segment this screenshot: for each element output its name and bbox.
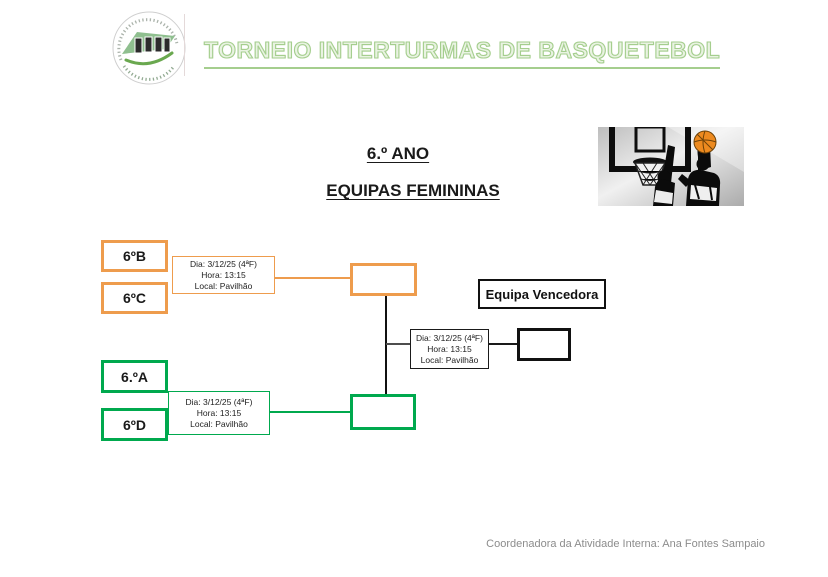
tournament-title: TORNEIO INTERTURMAS DE BASQUETEBOL bbox=[204, 37, 720, 69]
winner-label: Equipa Vencedora bbox=[485, 286, 599, 302]
match-time: Hora: 13:15 bbox=[201, 269, 246, 280]
match-date: Dia: 3/12/25 (4ªF) bbox=[185, 396, 253, 407]
category-heading: EQUIPAS FEMININAS bbox=[326, 181, 500, 200]
connector-line-bottom bbox=[270, 411, 350, 413]
year-heading: 6.º ANO bbox=[366, 144, 430, 163]
semifinal-bottom-winner-slot bbox=[350, 394, 416, 430]
match-info-final bbox=[410, 329, 489, 369]
match-date: Dia: 3/12/25 (4ªF) bbox=[190, 258, 257, 269]
match-info-top bbox=[172, 256, 275, 294]
header-divider bbox=[184, 14, 185, 76]
team-box-6a bbox=[101, 360, 168, 393]
team-label: 6ºC bbox=[122, 290, 146, 306]
match-time: Hora: 13:15 bbox=[427, 343, 472, 354]
team-label: 6ºB bbox=[122, 248, 146, 264]
team-box-6b bbox=[101, 240, 168, 272]
match-venue: Local: Pavilhão bbox=[420, 354, 479, 365]
team-box-6d bbox=[101, 408, 168, 441]
winner-label-box bbox=[478, 279, 606, 309]
final-vertical-connector bbox=[385, 296, 387, 394]
match-venue: Local: Pavilhão bbox=[190, 418, 248, 429]
team-label: 6.ºA bbox=[121, 368, 148, 385]
semifinal-top-winner-slot bbox=[350, 263, 417, 296]
final-connector-left bbox=[386, 343, 411, 345]
connector-line-top bbox=[275, 277, 350, 279]
match-date: Dia: 3/12/25 (4ªF) bbox=[416, 332, 483, 343]
match-venue: Local: Pavilhão bbox=[194, 280, 253, 291]
team-label: 6ºD bbox=[122, 416, 146, 433]
school-logo-icon bbox=[108, 8, 190, 88]
champion-slot bbox=[517, 328, 571, 361]
final-connector-right bbox=[489, 343, 517, 345]
basketball-illustration bbox=[598, 127, 744, 206]
match-time: Hora: 13:15 bbox=[196, 407, 242, 418]
match-info-bottom bbox=[168, 391, 270, 435]
coordinator-credit: Coordenadora da Atividade Interna: Ana Fontes Sampaio bbox=[486, 538, 765, 550]
team-box-6c bbox=[101, 282, 168, 314]
